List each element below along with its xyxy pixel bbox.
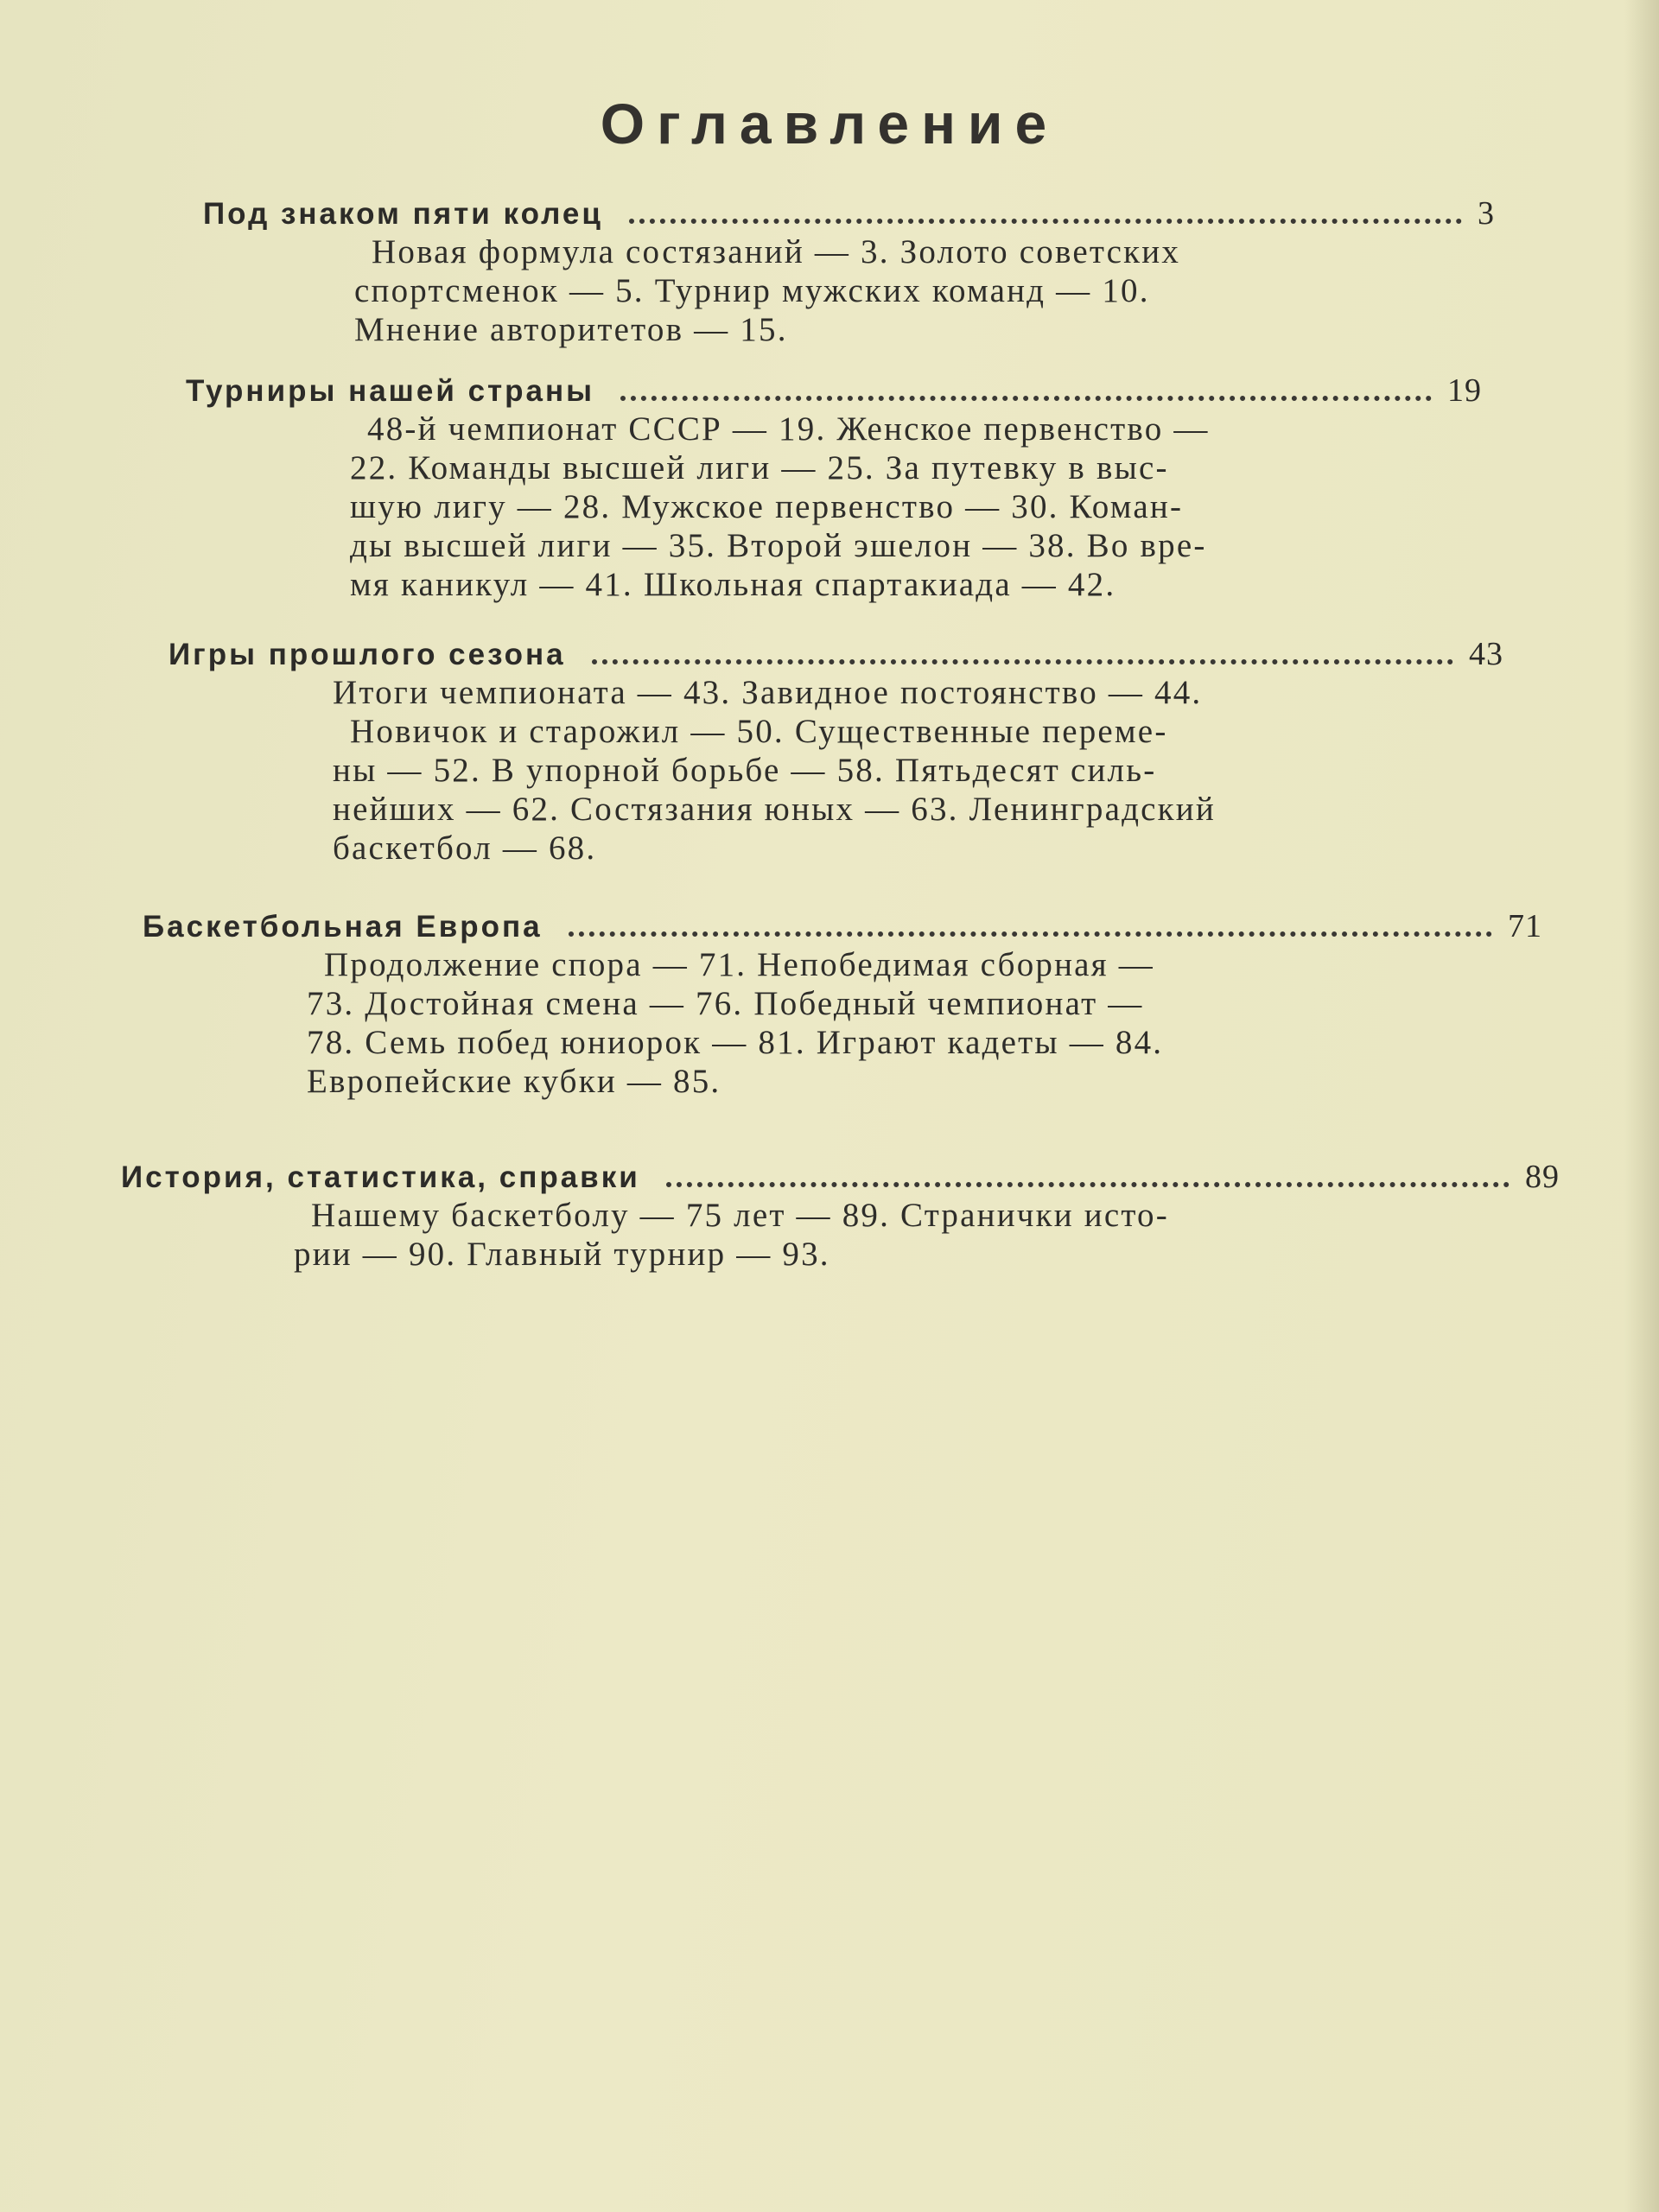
toc-subentry-line: Итоги чемпионата — 43. Завидное постоянство — 44.: [333, 674, 1203, 711]
dot-leader: [620, 396, 1432, 401]
toc-subentry-line: Нашему баскетболу — 75 лет — 89. Странички исто-: [311, 1197, 1169, 1234]
toc-subentry-line: шую лигу — 28. Мужское первенство — 30. Коман-: [350, 488, 1184, 525]
dot-leader: [592, 659, 1453, 664]
toc-subentry-line: мя каникул — 41. Школьная спартакиада — 42.: [350, 566, 1116, 603]
toc-subentries: [186, 410, 1430, 604]
page-title: Оглавление: [600, 92, 1059, 156]
toc-page-number: 43: [1469, 636, 1503, 672]
toc-heading: Под знаком пяти колец: [203, 197, 603, 231]
toc-subentry-line: 48-й чемпионат СССР — 19. Женское первенство —: [367, 410, 1210, 448]
toc-subentry-line: нейших — 62. Состязания юных — 63. Ленинградский: [333, 791, 1216, 828]
toc-subentry-line: 73. Достойная смена — 76. Победный чемпионат —: [307, 985, 1144, 1022]
toc-subentry-line: баскетбол — 68.: [333, 830, 597, 867]
toc-section: [203, 194, 1495, 349]
toc-section: [186, 372, 1482, 604]
page-edge-shadow: [1624, 0, 1659, 2212]
toc-page-number: 89: [1525, 1159, 1560, 1195]
toc-section: [143, 907, 1542, 1101]
toc-subentry-line: ды высшей лиги — 35. Второй эшелон — 38. Во вре-: [350, 527, 1207, 564]
toc-entry-heading-row: [121, 1158, 1560, 1196]
toc-entry-heading-row: [203, 194, 1495, 232]
toc-page-number: 19: [1447, 372, 1482, 409]
toc-entry-heading-row: [168, 635, 1503, 673]
toc-subentries: [203, 232, 1408, 349]
toc-subentry-line: 22. Команды высшей лиги — 25. За путевку в выс-: [350, 449, 1169, 486]
toc-heading: История, статистика, справки: [121, 1160, 640, 1194]
toc-subentries: [143, 945, 1465, 1101]
toc-subentry-line: Продолжение спора — 71. Непобедимая сборная —: [324, 946, 1154, 983]
toc-subentry-line: Европейские кубки — 85.: [307, 1063, 721, 1100]
toc-subentry-line: спортсменок — 5. Турнир мужских команд — 10.: [354, 272, 1150, 309]
toc-heading: Баскетбольная Европа: [143, 910, 543, 944]
dot-leader: [666, 1182, 1510, 1187]
toc-section: [121, 1158, 1560, 1274]
toc-subentry-line: Мнение авторитетов — 15.: [354, 311, 788, 348]
toc-subentry-line: Новичок и старожил — 50. Существенные переме-: [350, 713, 1168, 750]
toc-subentries: [121, 1196, 1478, 1274]
toc-subentry-line: 78. Семь побед юниорок — 81. Играют кадеты — 84.: [307, 1024, 1164, 1061]
dot-leader: [569, 931, 1492, 937]
toc-subentries: [168, 673, 1443, 868]
toc-section: [168, 635, 1503, 868]
toc-entry-heading-row: [186, 372, 1482, 410]
toc-page-number: 3: [1478, 195, 1495, 232]
toc-heading: Игры прошлого сезона: [168, 638, 566, 671]
toc-page-number: 71: [1508, 908, 1542, 944]
toc-entry-heading-row: [143, 907, 1542, 945]
toc-heading: Турниры нашей страны: [186, 374, 595, 408]
toc-subentry-line: рии — 90. Главный турнир — 93.: [294, 1236, 830, 1273]
dot-leader: [629, 219, 1462, 224]
toc-subentry-line: ны — 52. В упорной борьбе — 58. Пятьдесят силь-: [333, 752, 1157, 789]
toc-subentry-line: Новая формула состязаний — 3. Золото советских: [372, 233, 1181, 270]
